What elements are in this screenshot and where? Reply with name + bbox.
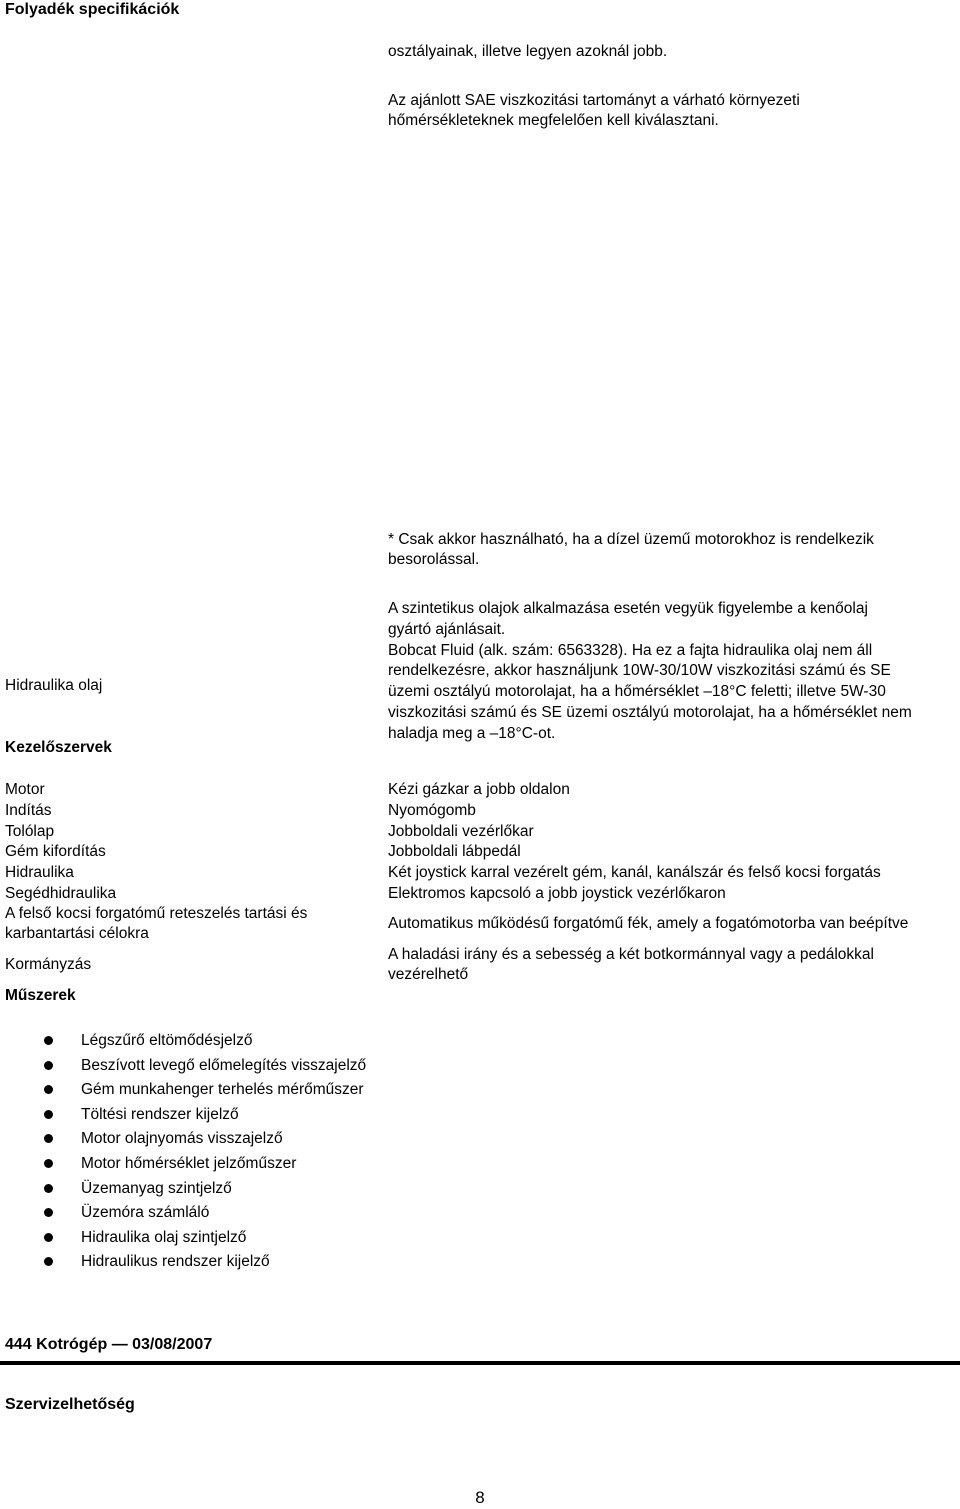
text-line: rendelkezésre, akkor használjunk 10W-30/10W viszkozitási számú és SE bbox=[388, 662, 891, 680]
text-line: viszkozitási számú és SE üzemi osztályú motorolajat, ha a hőmérséklet nem bbox=[388, 703, 912, 721]
instruments-heading: Műszerek bbox=[5, 987, 76, 1004]
text-line: haladja meg a –18°C-ot. bbox=[388, 724, 556, 742]
diesel-note bbox=[388, 530, 874, 570]
control-desc-start: Nyomógomb bbox=[388, 802, 476, 819]
page-number: 8 bbox=[475, 1488, 485, 1507]
bullet-icon bbox=[44, 1257, 53, 1266]
bullet-icon bbox=[44, 1159, 53, 1168]
bullet-icon bbox=[44, 1208, 53, 1217]
control-desc-hydraulics: Két joystick karral vezérelt gém, kanál, kanálszár és felső kocsi forgatás bbox=[388, 864, 881, 881]
text-line: gyártó ajánlásait. bbox=[388, 620, 506, 638]
control-label-motor: Motor bbox=[5, 781, 45, 798]
oil-class-text: osztályainak, illetve legyen azoknál jobb. bbox=[388, 43, 668, 60]
control-label-steering: Kormányzás bbox=[5, 956, 92, 973]
bullet-icon bbox=[44, 1085, 53, 1094]
text-line: Az ajánlott SAE viszkozitási tartományt a várható környezeti bbox=[388, 92, 800, 109]
page-title: Folyadék specifikációk bbox=[5, 1, 180, 18]
hydraulic-oil-description bbox=[388, 599, 912, 745]
bullet-icon bbox=[44, 1061, 53, 1070]
bullet-icon bbox=[44, 1110, 53, 1119]
text-line: vezérelhető bbox=[388, 966, 469, 983]
control-desc-steering bbox=[388, 945, 874, 985]
text-line: A felső kocsi forgatómű reteszelés tartási és bbox=[5, 905, 308, 922]
sae-recommendation bbox=[388, 91, 800, 131]
control-label-boom-swing: Gém kifordítás bbox=[5, 843, 106, 860]
control-desc-motor: Kézi gázkar a jobb oldalon bbox=[388, 781, 570, 798]
control-label-upperstructure-lock bbox=[5, 904, 307, 944]
control-desc-upperstructure-lock: Automatikus működésű forgatómű fék, amely a fogatómotorba van beépítve bbox=[388, 915, 909, 932]
control-label-auxiliary-hydraulics: Segédhidraulika bbox=[5, 885, 117, 902]
hydraulic-oil-label: Hidraulika olaj bbox=[5, 677, 103, 694]
control-label-blade: Tolólap bbox=[5, 823, 55, 840]
footer-section-title: Szervizelhetőség bbox=[5, 1396, 135, 1413]
control-desc-blade: Jobboldali vezérlőkar bbox=[388, 823, 534, 840]
control-label-start: Indítás bbox=[5, 802, 52, 819]
text-line: üzemi osztályú motorolajat, ha a hőmérséklet –18°C feletti; illetve 5W-30 bbox=[388, 683, 886, 701]
text-line: Bobcat Fluid (alk. szám: 6563328). Ha ez a fajta hidraulika olaj nem áll bbox=[388, 641, 873, 659]
text-line: A szintetikus olajok alkalmazása esetén vegyük figyelembe a kenőolaj bbox=[388, 600, 868, 617]
text-line: A haladási irány és a sebesség a két botkormánnyal vagy a pedálokkal bbox=[388, 946, 874, 963]
controls-heading: Kezelőszervek bbox=[5, 739, 112, 756]
control-desc-boom-swing: Jobboldali lábpedál bbox=[388, 843, 521, 860]
bullet-icon bbox=[44, 1233, 53, 1242]
text-line: karbantartási célokra bbox=[5, 925, 149, 942]
text-line: * Csak akkor használható, ha a dízel üzemű motorokhoz is rendelkezik bbox=[388, 531, 874, 548]
control-desc-auxiliary-hydraulics: Elektromos kapcsoló a jobb joystick vezérlőkaron bbox=[388, 885, 726, 902]
text-line: besorolással. bbox=[388, 551, 480, 568]
text-line: hőmérsékleteknek megfelelően kell kiválasztani. bbox=[388, 112, 719, 129]
control-label-hydraulics: Hidraulika bbox=[5, 864, 74, 881]
bullet-icon bbox=[44, 1184, 53, 1193]
bullet-icon bbox=[44, 1036, 53, 1045]
footer-divider bbox=[0, 1361, 960, 1365]
bullet-icon bbox=[44, 1134, 53, 1143]
footer-model-date: 444 Kotrógép — 03/08/2007 bbox=[5, 1336, 213, 1353]
